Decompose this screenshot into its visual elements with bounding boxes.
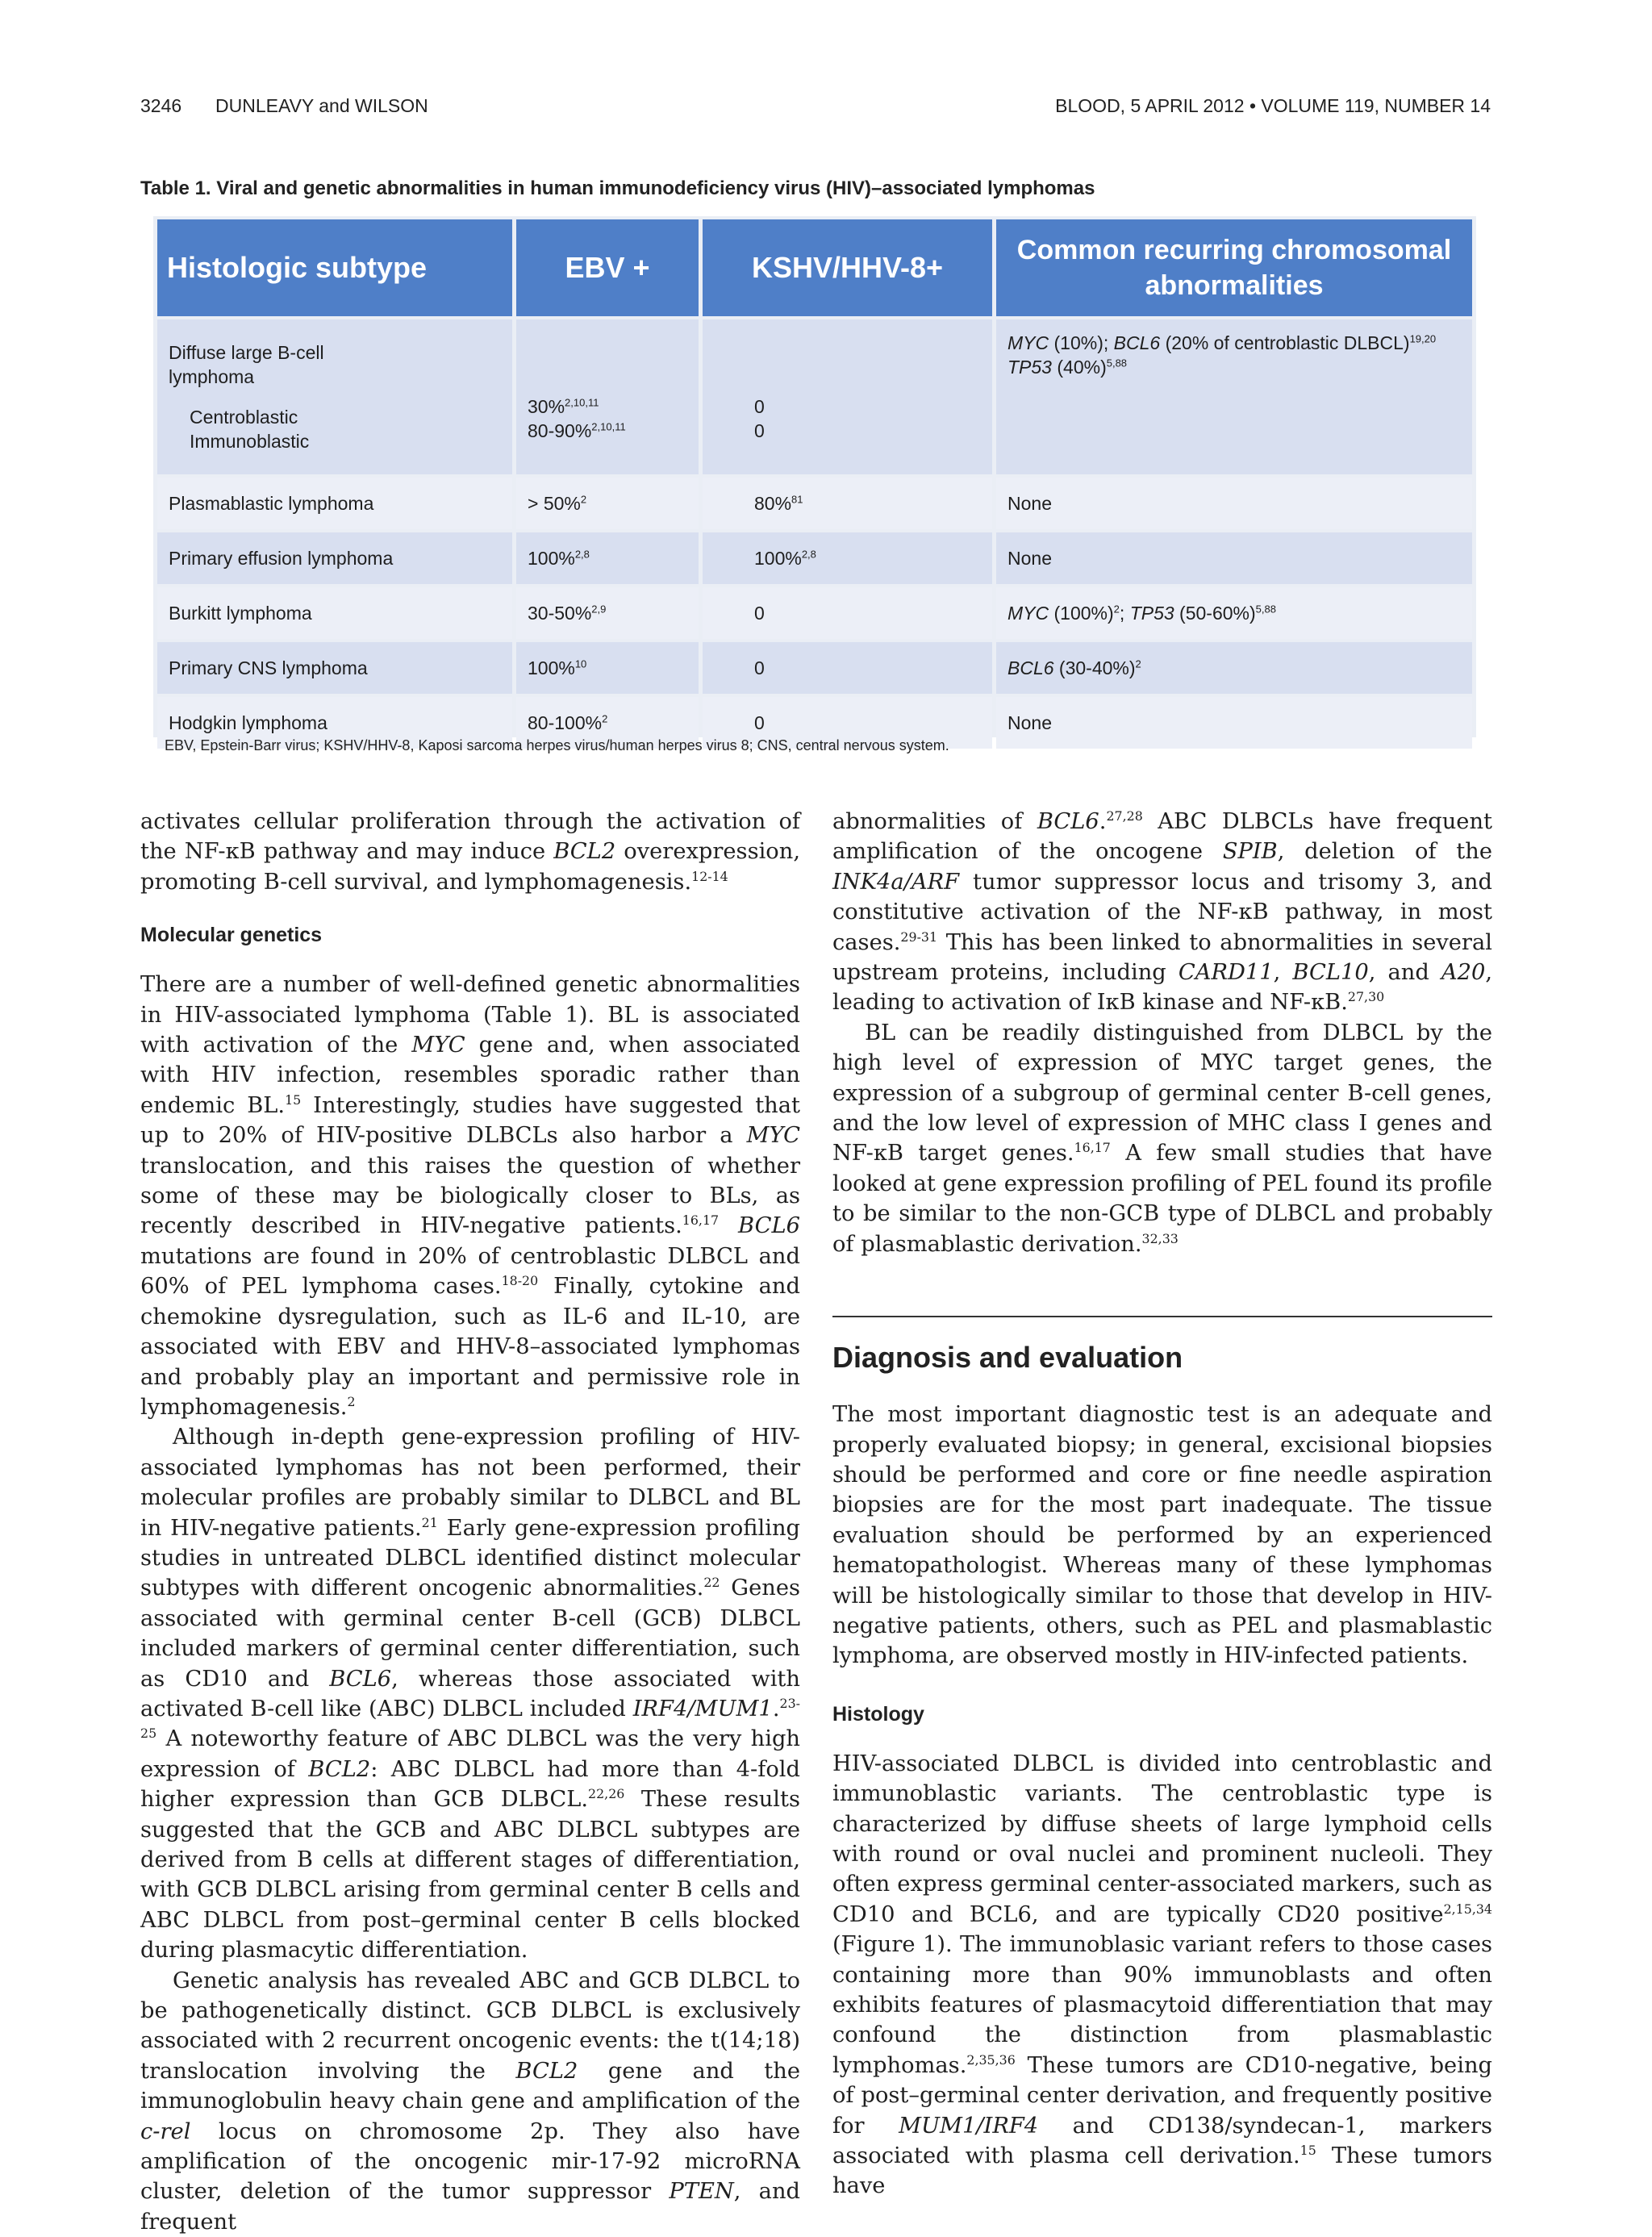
cell-abnormalities: BCL6 $(30-40\%)^2$ [996,642,1472,694]
page-number: 3246 [140,95,182,116]
paragraph: There are a number of well-defined genetic abnormalities in HIV-associated lymphoma (Table 1). BL is associated with activation of the MYC gene and, when associated with HIV infection, resembles sporadic rather than endemic BL.$^{15}$ Interestingly, studies have suggested that up to 20% of HIV-positive DLBCLs also harbor a MYC translocation, and this raises the question of whether some of these may be biologically closer to BLs, as recently described in HIV-negative patients.$^{16,17}$ BCL6 mutations are found in 20% of centroblastic DLBCL and 60% of PEL lymphoma cases.$^{18-20}$ Finally, cytokine and chemokine dysregulation, such as IL-6 and IL-10, are associated with EBV and HHV-8–associated lymphomas and probably play an important and permissive role in lymphomagenesis.$^2$ [140,972,801,1420]
paragraph: The most important diagnostic test is an adequate and properly evaluated biopsy; in general, excisional biopsies should be performed and core or fine needle aspiration biopsies are for the most part inadequate. The tissue evaluation should be performed by an experienced hematopathologist. Whereas many of these lymphomas will be histologically similar to those that develop in HIV-negative patients, others, such as PEL and plasmablastic lymphoma, are observed mostly in HIV-infected patients. [832,1402,1492,1669]
left-column [140,807,800,2237]
cell-subtype: Burkitt lymphoma [157,587,512,639]
table-row [157,532,1472,584]
cell-kshv [703,319,992,474]
col-header-abnormalities: Common recurring chromosomal abnormalities [996,219,1472,316]
right-column [832,807,1492,2202]
paragraph: abnormalities of BCL6.$^{27,28}$ ABC DLBCLs have frequent amplification of the oncogene SPIB, deletion of the INK4a/ARF tumor suppressor locus and trisomy 3, and constitutive activation of the NF-κB pathway, in most cases.$^{29-31}$ This has been linked to abnormalities in several upstream proteins, including CARD11, BCL10, and A20, leading to activation of IκB kinase and NF-κB.$^{27,30}$ [832,808,1493,1016]
cell-ebv: 100%$^{10}$ [516,642,699,694]
cell-abnormalities: MYC (10%); BCL6 (20% of centroblastic DLBCL)$^{19,20}$ TP53 $(40\%)^{5,88}$ [996,319,1472,474]
ebv-immunoblastic: 80-90%$^{2,10,11}$ [528,420,626,441]
cell-kshv: 100%$^{2,8}$ [703,532,992,584]
cell-subtype [157,319,512,474]
cell-subtype: Primary CNS lymphoma [157,642,512,694]
cell-ebv [516,319,699,474]
cell-subtype: Hodgkin lymphoma [157,697,512,749]
cell-abnormalities: MYC $(100\%)^2$; TP53 $(50-60\%)^{5,88}$ [996,587,1472,639]
cell-subtype: Plasmablastic lymphoma [157,478,512,529]
cell-ebv: 80-100%$^2$ [516,697,699,749]
cell-subtype: Primary effusion lymphoma [157,532,512,584]
section-heading-histology: Histology [832,1702,924,1726]
cell-kshv: 0 [703,697,992,749]
table-row [157,587,1472,639]
cell-abnormalities: None [996,697,1472,749]
table-row [157,478,1472,529]
cell-abnormalities: None [996,478,1472,529]
cell-abnormalities: None [996,532,1472,584]
variant-immunoblastic: Immunoblastic [190,431,310,452]
col-header-subtype: Histologic subtype [157,219,512,316]
paragraph: HIV-associated DLBCL is divided into centroblastic and immunoblastic variants. The centroblastic type is characterized by diffuse sheets of large lymphoid cells with round or oval nuclei and prominent nucleoli. They often express germinal center-associated markers, such as CD10 and BCL6, and are typically CD20 positive$^{2,15,34}$ (Figure 1). The immunoblasic variant refers to those cases containing more than 90% immunoblasts and often exhibits features of plasmacytoid differentiation that may confound the distinction from plasmablastic lymphomas.$^{2,35,36}$ These tumors are CD10-negative, being of post–germinal center derivation, and frequently positive for MUM1/IRF4 and CD138/syndecan-1, markers associated with plasma cell derivation.$^{15}$ These tumors have [832,1751,1493,2199]
paragraph: activates cellular proliferation through the activation of the NF-κB pathway and may induce BCL2 overexpression, promoting B-cell survival, and lymphomagenesis.$^{12-14}$ [140,809,800,895]
kshv-centroblastic: 0 [754,396,765,417]
variant-centroblastic: Centroblastic [190,407,298,428]
cell-kshv: 0 [703,642,992,694]
running-authors: DUNLEAVY and WILSON [215,95,428,116]
col-header-ebv: EBV + [516,219,699,316]
table-title: Table 1. Viral and genetic abnormalities in human immunodeficiency virus (HIV)–associated lymphomas [140,177,1095,199]
cell-kshv: 80%$^{81}$ [703,478,992,529]
dlbcl-name: Diffuse large B-cell lymphoma [169,342,324,387]
section-heading-molecular-genetics: Molecular genetics [140,924,323,947]
running-header [140,95,1491,123]
paragraph: Genetic analysis has revealed ABC and GCB DLBCL to be pathogenetically distinct. GCB DLBCL is exclusively associated with 2 recurrent oncogenic events: the t(14;18) translocation involving the BCL2 gene and the immunoglobulin heavy chain gene and amplification of the c-rel locus on chromosome 2p. They also have amplification of the oncogenic mir-17-92 microRNA cluster, deletion of the tumor suppressor PTEN, and frequent [140,1968,801,2235]
dlbcl-variants [169,405,501,453]
paragraph: BL can be readily distinguished from DLBCL by the high level of expression of MYC target genes, the expression of a subgroup of germinal center B-cell genes, and the low level of expression of MHC class I genes and NF-κB target genes.$^{16,17}$ A few small studies that have looked at gene expression profiling of PEL found its profile to be similar to the non-GCB type of DLBCL and probably of plasmablastic derivation.$^{32,33}$ [832,1020,1493,1257]
table-row [157,642,1472,694]
table-1 [153,216,1476,737]
section-heading-diagnosis: Diagnosis and evaluation [832,1341,1183,1375]
cell-ebv: 30-50%$^{2,9}$ [516,587,699,639]
cell-ebv: > 50%$^2$ [516,478,699,529]
cell-kshv: 0 [703,587,992,639]
ebv-centroblastic: 30%$^{2,10,11}$ [528,396,599,417]
col-header-kshv: KSHV/HHV-8+ [703,219,992,316]
journal-citation: BLOOD, 5 APRIL 2012 • VOLUME 119, NUMBER 14 [1055,95,1491,116]
lymphoma-table [153,216,1476,752]
section-divider [832,1316,1492,1317]
table-row [157,319,1472,474]
cell-ebv: 100%$^{2,8}$ [516,532,699,584]
paragraph: Although in-depth gene-expression profiling of HIV-associated lymphomas has not been performed, their molecular profiles are probably similar to DLBCL and BL in HIV-negative patients.$^{21}$ Early gene-expression profiling studies in untreated DLBCL identified distinct molecular subtypes with different oncogenic abnormalities.$^{22}$ Genes associated with germinal center B-cell (GCB) DLBCL included markers of germinal center differentiation, such as CD10 and BCL6, whereas those associated with activated B-cell like (ABC) DLBCL included IRF4/MUM1.$^{23-25}$ A noteworthy feature of ABC DLBCL was the very high expression of BCL2: ABC DLBCL had more than 4-fold higher expression than GCB DLBCL.$^{22,26}$ These results suggested that the GCB and ABC DLBCL subtypes are derived from B cells at different stages of differentiation, with GCB DLBCL arising from germinal center B cells and ABC DLBCL from post–germinal center B cells blocked during plasmacytic differentiation. [140,1425,801,1964]
table-header-row [157,219,1472,316]
table-footnote: EBV, Epstein-Barr virus; KSHV/HHV-8, Kaposi sarcoma herpes virus/human herpes virus 8; CNS, central nervous system. [165,737,949,753]
kshv-immunoblastic: 0 [754,420,765,441]
